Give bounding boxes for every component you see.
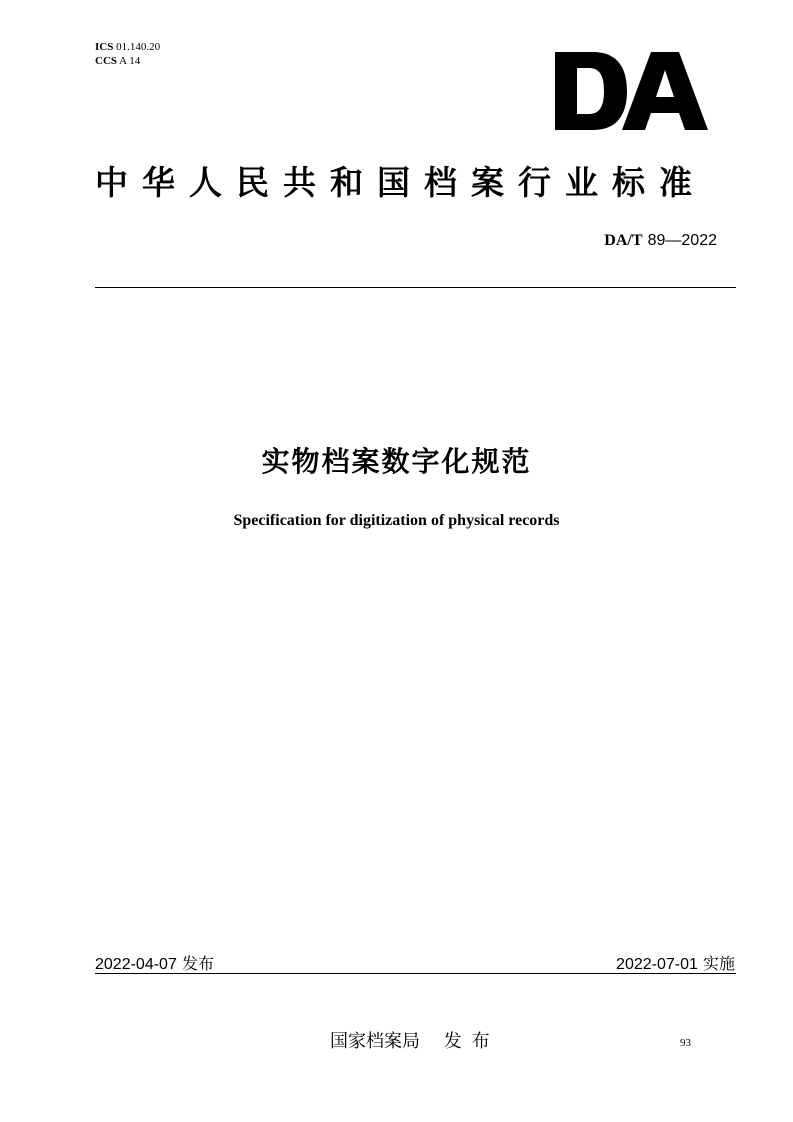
standard-number-value: 89—2022	[647, 232, 717, 249]
document-subtitle: Specification for digitization of physical records	[233, 512, 560, 529]
issuer-action: 发布	[443, 1031, 500, 1052]
logo-letter-a	[622, 52, 708, 130]
implement-date: 2022-07-01	[616, 956, 698, 973]
publish-date-line	[95, 951, 214, 974]
publish-word: 发布	[181, 954, 214, 973]
page-number: 93	[680, 1037, 691, 1049]
logo-letter-d	[555, 52, 627, 130]
ccs-code	[95, 54, 160, 68]
implement-word: 实施	[702, 954, 735, 973]
ics-value: 01.140.20	[116, 41, 161, 53]
ccs-label: CCS	[95, 55, 118, 67]
standard-category-title: 中华人民共和国档案行业标准	[95, 163, 706, 202]
issuer-name: 国家档案局	[330, 1031, 420, 1052]
ics-code	[95, 40, 160, 54]
standard-number-prefix: DA/T	[604, 232, 643, 249]
ics-label: ICS	[95, 41, 114, 53]
ccs-value: A 14	[119, 55, 141, 67]
standard-number	[604, 230, 717, 250]
da-logo	[555, 52, 708, 130]
publish-date: 2022-04-07	[95, 956, 177, 973]
document-title: 实物档案数字化规范	[261, 445, 532, 478]
implement-date-line	[616, 951, 735, 974]
top-divider	[95, 287, 736, 288]
issuer-line	[330, 1027, 500, 1053]
classification-codes	[95, 40, 160, 68]
bottom-divider	[95, 973, 736, 974]
